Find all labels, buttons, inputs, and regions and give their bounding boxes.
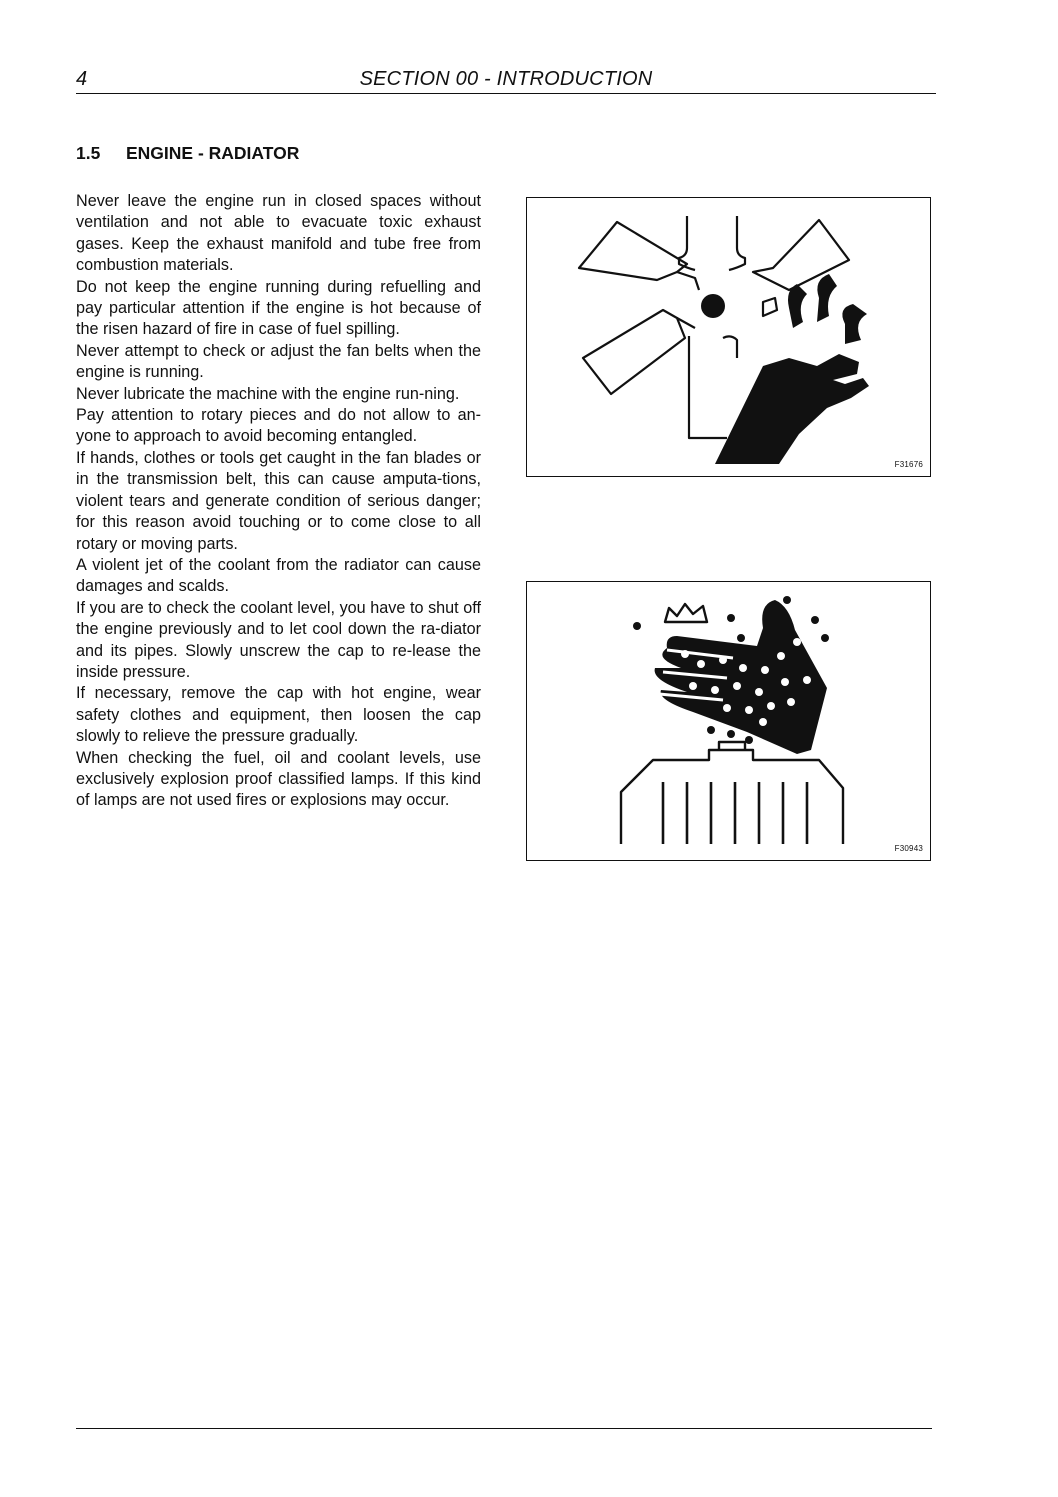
paragraph: When checking the fuel, oil and coolant levels, use exclusively explosion proof classified lamps. If this kind of lamps are not used fires or explosions may occur. — [76, 748, 481, 810]
paragraph: Do not keep the engine running during refuelling and pay particular attention if the engine is hot because of the risen hazard of fire in case of fuel spilling. — [76, 277, 481, 339]
page-number: 4 — [76, 68, 88, 90]
section-title: SECTION 00 - INTRODUCTION — [359, 68, 653, 90]
paragraph: A violent jet of the coolant from the radiator can cause damages and scalds. — [76, 555, 481, 596]
paragraph: If necessary, remove the cap with hot engine, wear safety clothes and equipment, then loosen the cap slowly to relieve the pressure gradually. — [76, 684, 481, 746]
paragraph: Never lubricate the machine with the engine run-ning. — [76, 384, 460, 403]
figure-code: F30943 — [894, 844, 923, 853]
figure-code: F31676 — [894, 460, 923, 469]
section-number: 1.5 — [76, 143, 101, 163]
radiator-scald-hazard-icon — [527, 582, 930, 860]
fan-hand-hazard-icon — [527, 198, 930, 476]
section-heading — [76, 141, 299, 165]
paragraph: Never leave the engine run in closed spaces without ventilation and not able to evacuate toxic exhaust gases. Keep the exhaust manifold and tube free from combustion materials. — [76, 192, 481, 275]
section-heading-title: ENGINE - RADIATOR — [126, 143, 300, 163]
page-header — [76, 66, 936, 94]
paragraph: Never attempt to check or adjust the fan belts when the engine is running. — [76, 341, 481, 382]
paragraph: Pay attention to rotary pieces and do not allow to an-yone to approach to avoid becoming entangled. — [76, 406, 481, 446]
footer-rule — [76, 1428, 932, 1429]
body-text — [76, 191, 481, 812]
radiator-hazard-figure — [526, 581, 931, 861]
paragraph: If you are to check the coolant level, you have to shut off the engine previously and to let cool down the ra-diator and its pipes. Slowly unscrew the cap to re-lease the inside pressure. — [76, 598, 481, 681]
fan-hazard-figure — [526, 197, 931, 477]
paragraph: If hands, clothes or tools get caught in the fan blades or in the transmission belt, this can cause amputa-tions, violent tears and generate condition of serious danger; for this reason avoid touching or to come close to all rotary or moving parts. — [76, 448, 481, 553]
